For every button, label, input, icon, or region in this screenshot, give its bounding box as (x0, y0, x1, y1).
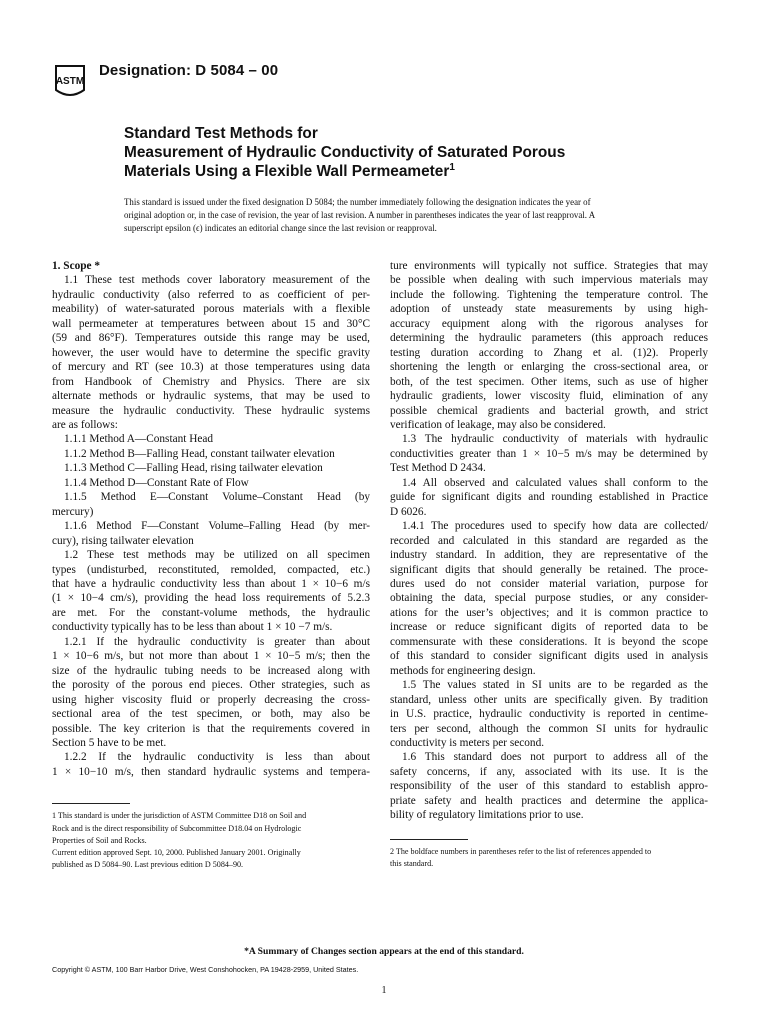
body-line: 1 × 10−10 m/s, then standard hydraulic systems and tempera- (52, 765, 370, 778)
body-line: measure the hydraulic conductivity. These hydraulic systems (52, 404, 370, 417)
body-line: using higher viscosity fluid or properly decreasing the cross- (52, 693, 370, 706)
body-line: obtaining the data, special purpose studies, or any consider- (390, 592, 708, 605)
body-line: cury), rising tailwater elevation (52, 534, 194, 547)
body-line: 1.4.1 The procedures used to specify how data are collected/ (402, 520, 708, 533)
issuance-line: original adoption or, in the case of revision, the year of last revision. A number in parentheses indicates the year of last reapproval. A (124, 210, 596, 220)
body-line: mercury) (52, 505, 94, 518)
footnote-line: this standard. (390, 858, 434, 868)
title-line-1: Standard Test Methods for (124, 125, 318, 142)
body-line: shortening the length or enlarging the cross-sectional area, or (390, 361, 708, 374)
astm-logo (52, 60, 88, 100)
right-footnotes (390, 846, 708, 870)
left-footnotes (52, 810, 370, 871)
title-line-3 (124, 162, 724, 181)
body-line: in U.S. practice, hydraulic conductivity is reported in centime- (390, 708, 708, 721)
footnote-line: Current edition approved Sept. 10, 2000. Published January 2001. Originally (52, 847, 301, 857)
body-line: 1.1.5 Method E—Constant Volume–Constant Head (by (64, 491, 370, 504)
body-line: be possible when dealing with such impervious materials may (390, 274, 708, 287)
body-line: 1.3 The hydraulic conductivity of materials with hydraulic (402, 433, 708, 446)
body-line: commensurate with these considerations. It is beyond the scope (390, 635, 708, 648)
body-line: are met. For the constant-volume methods, the hydraulic (52, 606, 370, 619)
body-line: 1.2.2 If the hydraulic conductivity is less than about (64, 751, 370, 764)
body-line: 1.1.3 Method C—Falling Head, rising tailwater elevation (64, 462, 323, 475)
body-line: D 6026. (390, 505, 427, 518)
document-title (124, 124, 724, 181)
footnote-line: Properties of Soil and Rocks. (52, 835, 147, 845)
body-line: 1.6 This standard does not purport to address all of the (402, 751, 708, 764)
body-line: responsibility of the user of this standard to establish appro- (390, 780, 708, 793)
body-line: hydraulic gradients, lower viscosity fluid, elimination of any (390, 390, 708, 403)
body-line: 1.4 All observed and calculated values shall conform to the (402, 476, 708, 489)
body-line: ters per second, although the common SI units for hydraulic (390, 722, 708, 735)
body-line: industry standard. In addition, they are representative of the (390, 549, 708, 562)
body-line: significant digits that should generally be retained. The proce- (390, 563, 708, 576)
body-line: ture environments will typically not suffice. Strategies that may (390, 260, 708, 272)
body-line: (1 × 10−4 cm/s), providing the head loss requirements of 5.2.3 (52, 592, 370, 605)
body-line: testing duration according to Zhang et al. (1)2). Properly (390, 346, 708, 359)
designation: Designation: D 5084 – 00 (99, 62, 279, 79)
body-line: however, the user would have to determine the specific gravity (52, 346, 370, 359)
issuance-line: superscript epsilon (ϵ) indicates an editorial change since the last revision or reapproval. (124, 223, 437, 233)
body-line: that have a hydraulic conductivity less than about 1 × 10−6 m/s (52, 577, 370, 590)
body-line: Section 5 have to be met. (52, 736, 167, 749)
title-line-3-text: Materials Using a Flexible Wall Permeameter (124, 163, 450, 180)
body-line: determining the hydraulic parameters (this approach reduces (390, 332, 708, 345)
copyright: Copyright © ASTM, 100 Barr Harbor Drive, West Conshohocken, PA 19428-2959, United States. (52, 965, 359, 974)
body-line: 1.1.2 Method B—Falling Head, constant tailwater elevation (64, 447, 335, 460)
body-line: are as follows: (52, 418, 118, 431)
body-line: 1.2.1 If the hydraulic conductivity is greater than about (64, 635, 370, 648)
body-line: safety concerns, if any, associated with its use. It is the (390, 765, 708, 778)
body-line: types (undisturbed, reconstituted, remolded, compacted, etc.) (52, 563, 370, 576)
body-line: 1 × 10−6 m/s, but not more than about 1 × 10−5 m/s; then the (52, 650, 370, 663)
body-line: possible chemical gradients and bacterial growth, and strict (390, 404, 708, 417)
body-line: adoption of unsteady state measurements by using high- (390, 303, 708, 316)
body-line: recorded and calculated in this standard are regarded as the (390, 534, 708, 547)
page-number: 1 (381, 985, 387, 996)
body-line: size of the hydraulic tubing needs to be increased along with (52, 664, 370, 677)
body-line: guide for significant digits and rounding established in Practice (390, 491, 708, 504)
body-line: both, of the test specimen. Other items, such as use of higher (390, 375, 708, 388)
body-line: sectional area of the test specimen, or both, may also be (52, 708, 370, 721)
body-line: methods for engineering design. (390, 664, 536, 677)
right-column (390, 259, 708, 870)
body-line: 1.1.6 Method F—Constant Volume–Falling Head (by mer- (64, 520, 370, 533)
body-line: possible. The key criterion is that the requirements covered in (52, 722, 370, 735)
body-line: priate safety and health practices and determine the applica- (390, 794, 708, 807)
title-footnote-mark: 1 (449, 161, 455, 173)
body-line: wall permeameter at temperatures between about 15 and 30°C (52, 317, 370, 330)
body-line: dures used do not consider material variation, purpose for (390, 577, 708, 590)
body-line: 1.1.1 Method A—Constant Head (64, 433, 214, 446)
body-line: conductivities greater than 1 × 10−5 m/s may be determined by (390, 447, 708, 460)
body-line: conductivity typically has to be less than about 1 × 10 −7 m/s. (52, 621, 333, 634)
issuance-note (124, 196, 714, 235)
body-line: Test Method D 2434. (390, 462, 486, 475)
logo-text: ASTM (55, 76, 85, 87)
body-line: 1.5 The values stated in SI units are to be regarded as the (402, 679, 708, 692)
body-line: alternate methods or hydraulic systems, that may be used to (52, 390, 370, 403)
body-line: bility of regulatory limitations prior to use. (390, 809, 584, 822)
body-line: from Handbook of Chemistry and Physics. There are six (52, 375, 370, 388)
body-line: of this standard to consider significant digits used in analysis (390, 650, 708, 663)
footnote-line: Rock and is the direct responsibility of Subcommittee D18.04 on Hydrologic (52, 823, 302, 833)
body-line: the porosity of the porous end pieces. Other strategies, such as (52, 679, 370, 692)
left-body-text (52, 259, 370, 779)
summary-of-changes-notice: *A Summary of Changes section appears at the end of this standard. (244, 946, 524, 957)
footnote-line: 2 The boldface numbers in parentheses refer to the list of references appended to (390, 846, 652, 856)
footnote-line: published as D 5084–90. Last previous edition D 5084–90. (52, 860, 244, 870)
footnote-line: 1 This standard is under the jurisdiction of ASTM Committee D18 on Soil and (52, 811, 307, 821)
body-line: (59 and 86°F). Temperatures outside this range may be used, (52, 332, 370, 345)
body-line: meability) of water-saturated porous materials with a flexible (52, 303, 370, 316)
body-line: accuracy equipment along with the rigorous analyses for (390, 317, 708, 330)
body-line: 1.2 These test methods may be utilized on all specimen (64, 549, 370, 562)
right-body-text (390, 259, 708, 823)
body-line: of mercury and RT (see 10.3) at those temperatures using data (52, 361, 370, 374)
body-line: conductivity is meters per second. (390, 736, 545, 749)
body-line: verification of leakage, may also be considered. (390, 418, 606, 431)
body-line: increase or reduce significant digits of reported data to be (390, 621, 708, 634)
body-line: ations for the user’s objectives; and it is common practice to (390, 606, 708, 619)
title-line-2: Measurement of Hydraulic Conductivity of Saturated Porous (124, 144, 566, 161)
body-line: hydraulic conductivity (also referred to as coefficient of per- (52, 288, 370, 301)
issuance-line: This standard is issued under the fixed designation D 5084; the number immediately following the designation indicates the year of (124, 197, 591, 207)
body-line: 1. Scope * (52, 260, 101, 272)
body-line: 1.1 These test methods cover laboratory measurement of the (64, 274, 370, 287)
body-line: include the following. Tightening the temperature control. The (390, 288, 708, 301)
body-line: 1.1.4 Method D—Constant Rate of Flow (64, 476, 249, 489)
left-column (52, 259, 370, 871)
body-line: standard, unless other units are specifically given. By tradition (390, 693, 708, 706)
